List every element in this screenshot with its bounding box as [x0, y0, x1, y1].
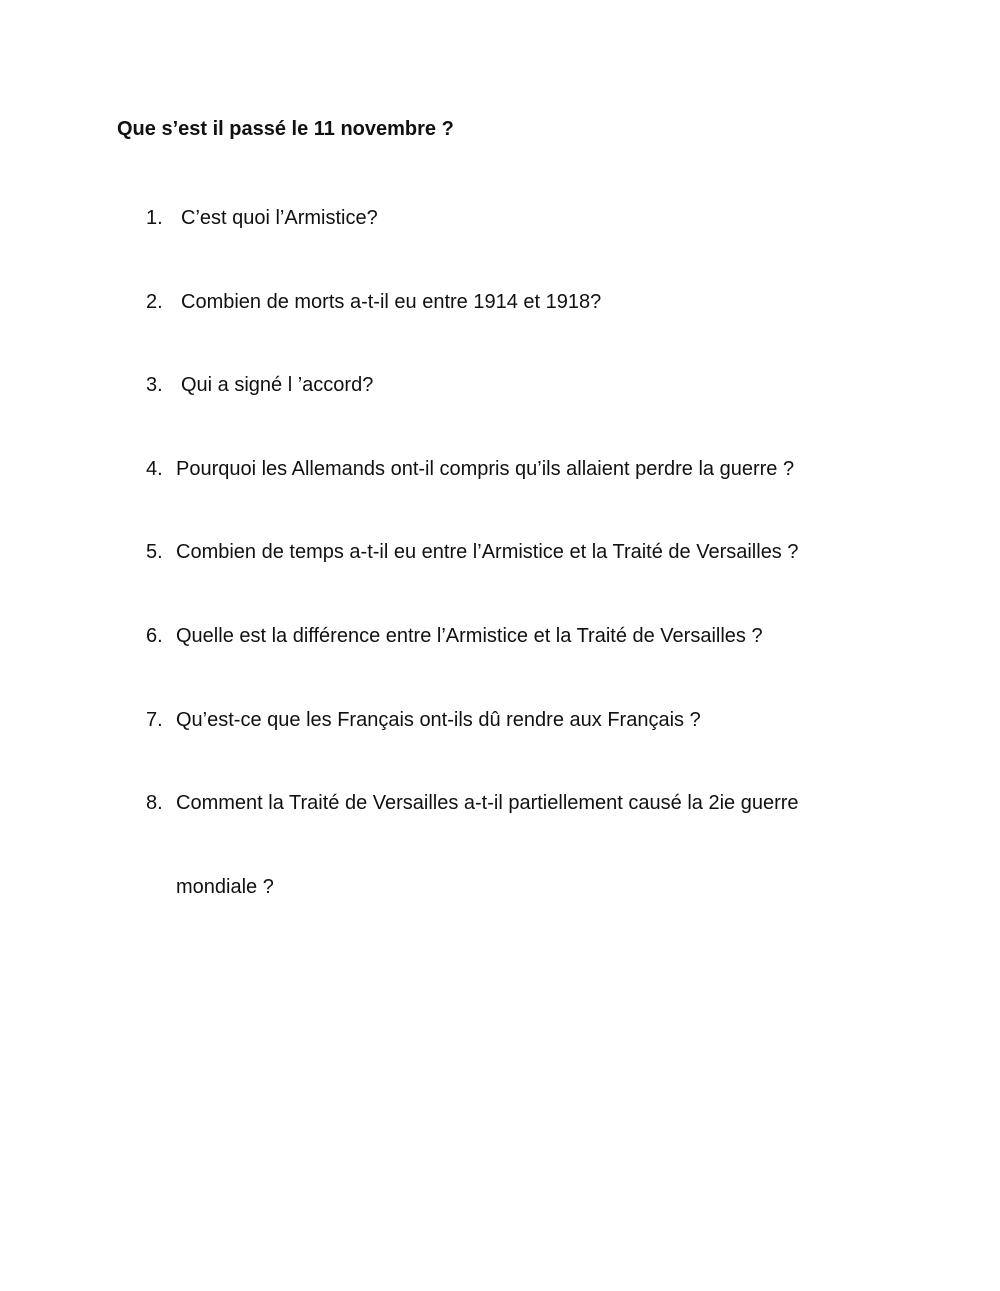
question-number: 2.	[146, 291, 163, 313]
question-8-continuation: mondiale ?	[176, 876, 274, 898]
question-8	[146, 791, 799, 815]
question-text: Pourquoi les Allemands ont-il compris qu’ils allaient perdre la guerre ?	[176, 458, 795, 480]
question-number: 7.	[146, 709, 163, 731]
question-number: 6.	[146, 625, 163, 647]
question-text: Qu’est-ce que les Français ont-ils dû rendre aux Français ?	[176, 709, 701, 731]
question-6	[146, 624, 763, 648]
question-2	[146, 290, 601, 314]
question-text: Combien de morts a-t-il eu entre 1914 et 1918?	[181, 291, 602, 313]
question-number: 5.	[146, 541, 163, 563]
question-number: 8.	[146, 792, 163, 814]
question-text: Qui a signé l ’accord?	[181, 374, 374, 396]
question-text: Quelle est la différence entre l’Armistice et la Traité de Versailles ?	[176, 625, 763, 647]
question-3	[146, 373, 373, 397]
question-number: 3.	[146, 374, 163, 396]
question-number: 1.	[146, 207, 163, 229]
question-number: 4.	[146, 458, 163, 480]
question-text: Combien de temps a-t-il eu entre l’Armistice et la Traité de Versailles ?	[176, 541, 799, 563]
question-text: Comment la Traité de Versailles a-t-il partiellement causé la 2ie guerre	[176, 792, 799, 814]
question-1	[146, 206, 378, 230]
question-7	[146, 708, 701, 732]
question-4	[146, 457, 794, 481]
page-title: Que s’est il passé le 11 novembre ?	[117, 118, 454, 140]
question-text: C’est quoi l’Armistice?	[181, 207, 378, 229]
question-5	[146, 540, 799, 564]
